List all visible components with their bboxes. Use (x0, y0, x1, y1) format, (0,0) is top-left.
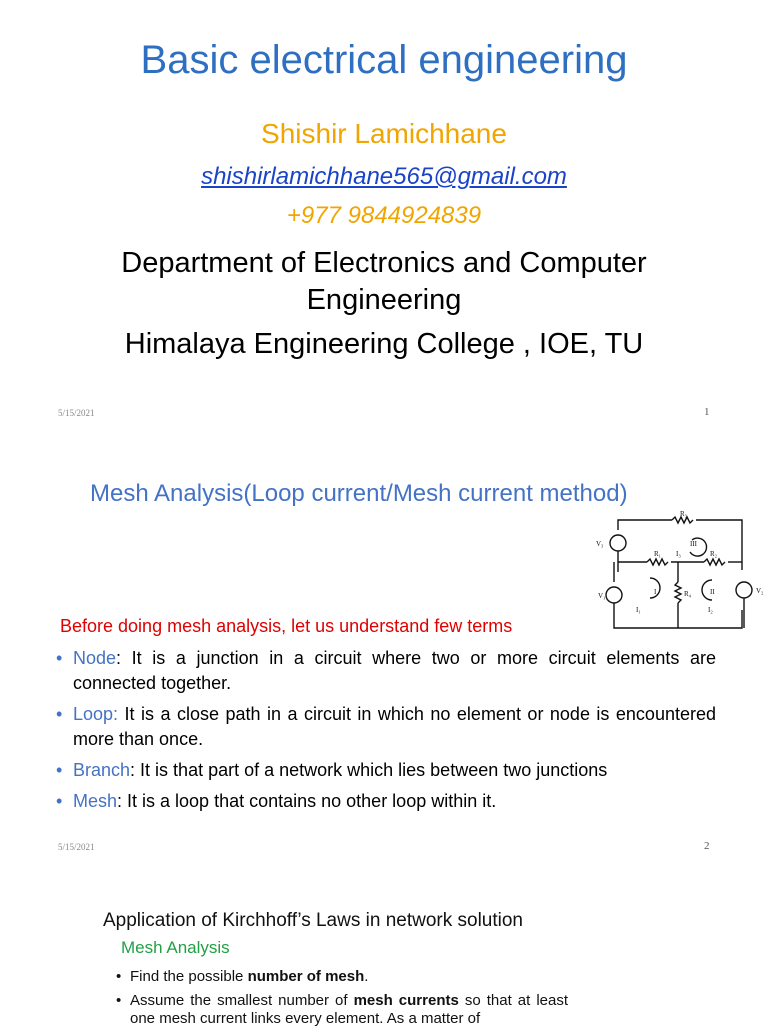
term-label: Node (73, 648, 117, 668)
slide-title: Basic electrical engineering (140, 38, 628, 82)
steps-list (116, 968, 568, 1034)
term-definition: : It is a junction in a circuit where two or more circuit elements are connected together. (73, 648, 716, 693)
slide-date: 5/15/2021 (58, 842, 95, 852)
list-item (56, 789, 716, 814)
term-label: Branch (73, 760, 131, 780)
bullet-icon: • (116, 992, 122, 1009)
department-line-1: Department of Electronics and Computer (121, 247, 647, 279)
bullet-icon: • (56, 791, 63, 811)
bullet-icon: • (56, 648, 63, 668)
list-item: • Assume the smallest number of mesh currents so that at least one mesh current links every element. As a matter of (116, 992, 569, 1027)
slide-date: 5/15/2021 (58, 408, 95, 418)
term-definition: It is a close path in a circuit in which no element or node is encountered more than once. (73, 704, 716, 749)
page-number: 2 (704, 840, 710, 852)
list-item (56, 646, 716, 696)
list-item (56, 702, 716, 752)
circuit-label-mesh3: III (690, 540, 697, 548)
term-definition: : It is a loop that contains no other loop within it. (117, 791, 497, 811)
slide-title: Application of Kirchhoff’s Laws in network solution (103, 910, 523, 931)
page-number: 1 (704, 406, 710, 418)
slide-1 (0, 0, 768, 432)
circuit-diagram (592, 510, 768, 640)
slide-title: Mesh Analysis(Loop current/Mesh current method) (90, 480, 628, 507)
bullet-icon: • (116, 968, 122, 985)
terms-list (56, 646, 716, 820)
department-line-2: Engineering (306, 284, 462, 316)
author-phone: +977 9844924839 (286, 202, 482, 229)
circuit-label-mesh1: I (654, 588, 657, 596)
bullet-icon: • (56, 704, 63, 724)
circuit-label-v1: V₁ (598, 592, 606, 600)
circuit-label-r4: R₄ (684, 590, 692, 598)
college: Himalaya Engineering College , IOE, TU (124, 328, 644, 360)
author-name: Shishir Lamichhane (261, 118, 507, 149)
circuit-label-i3: I₃ (676, 550, 681, 558)
intro-text: Before doing mesh analysis, let us understand few terms (60, 616, 513, 636)
slide-3 (0, 864, 768, 1027)
bullet-icon: • (56, 760, 63, 780)
circuit-label-v3: V₃ (596, 540, 604, 548)
list-item: • Find the possible number of mesh. (116, 968, 369, 985)
circuit-label-i2: I₂ (708, 606, 713, 614)
circuit-label-i1: I₁ (636, 606, 641, 614)
term-definition: : It is that part of a network which lies between two junctions (130, 760, 608, 780)
slide-subtitle: Mesh Analysis (121, 938, 230, 957)
circuit-label-v2: V₂ (756, 587, 764, 595)
circuit-label-mesh2: II (710, 588, 715, 596)
term-label: Loop: (73, 704, 119, 724)
list-item (56, 758, 716, 783)
term-label: Mesh (73, 791, 118, 811)
circuit-label-r1: R₁ (654, 550, 662, 558)
circuit-label-r3: R₃ (680, 510, 688, 518)
circuit-label-r2: R₂ (710, 550, 718, 558)
department (0, 245, 768, 319)
author-email-link[interactable]: shishirlamichhane565@gmail.com (201, 163, 567, 190)
slide-2 (0, 432, 768, 864)
